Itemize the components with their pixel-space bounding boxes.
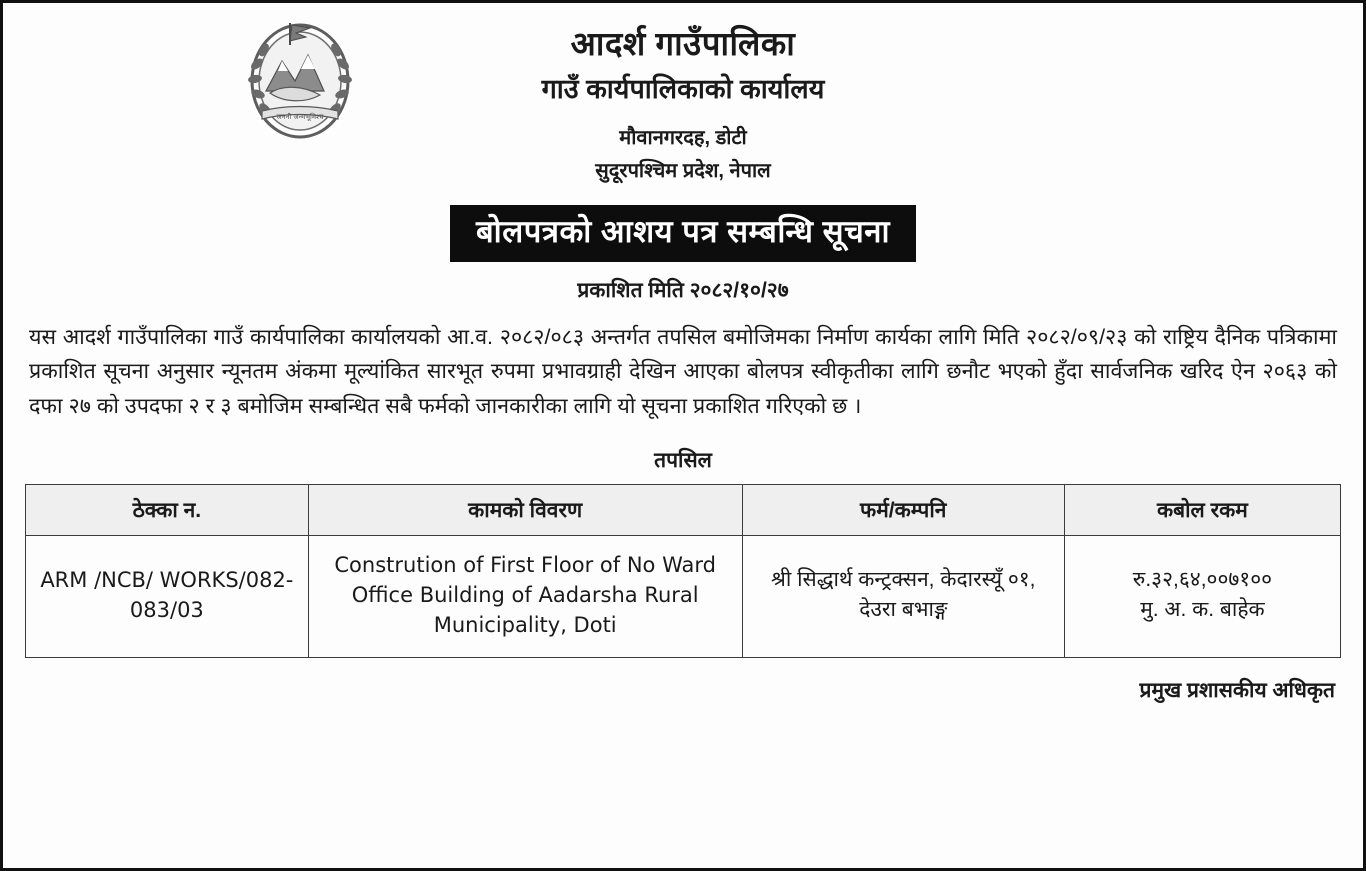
svg-text:जननी जन्मभूमिश्च: जननी जन्मभूमिश्च: [276, 113, 324, 121]
bid-details-table: [25, 484, 1341, 658]
organization-subtitle: गाउँ कार्यपालिकाको कार्यालय: [541, 74, 825, 105]
cell-firm: श्री सिद्धार्थ कन्ट्रक्सन, केदारस्यूँ ०१, देउरा बभाङ्ग: [742, 535, 1064, 657]
cell-amount-line-2: मु. अ. क. बाहेक: [1140, 598, 1265, 622]
notice-body-paragraph: यस आदर्श गाउँपालिका गाउँ कार्यपालिका कार्यालयको आ.व. २०८२/०८३ अन्तर्गत तपसिल बमोजिमका निर्माण कार्यका लागि मिति २०८२/०९/२३ को राष्ट्रिय दैनिक पत्रिकामा प्रकाशित सूचना अनुसार न्यूनतम अंकमा मूल्यांकित सारभूत रुपमा प्रभावग्राही देखिन आएका बोलपत्र स्वीकृतीका लागि छनौट भएको हुँदा सार्वजनिक खरिद ऐन २०६३ को दफा २७ को उपदफा २ र ३ बमोजिम सम्बन्धित सबै फर्मको जानकारीका लागि यो सूचना प्रकाशित गरिएको छ ।: [29, 324, 1337, 419]
nepal-government-emblem-icon: [240, 19, 360, 149]
table-header-row: [26, 484, 1341, 535]
address-line-2: सुदूरपश्चिम प्रदेश, नेपाल: [595, 160, 771, 183]
organization-name: आदर्श गाउँपालिका: [570, 25, 796, 62]
cell-contract-no: ARM /NCB/ WORKS/082-083/03: [26, 535, 309, 657]
column-header-work-description: कामको विवरण: [308, 484, 742, 535]
cell-amount-line-1: रु.३२,६४,००७१००: [1132, 567, 1273, 591]
schedule-label: तपसिल: [654, 448, 712, 472]
table-row: [26, 535, 1341, 657]
title-section: [25, 205, 1341, 261]
notice-title-banner: बोलपत्रको आशय पत्र सम्बन्धि सूचना: [450, 205, 916, 261]
document-header: [25, 17, 1341, 185]
column-header-contract-no: ठेक्का न.: [26, 484, 309, 535]
address-line-1: मौवानगरदह, डोटी: [619, 127, 747, 150]
cell-amount: [1064, 535, 1340, 657]
cell-work-description: Constrution of First Floor of No Ward Office Building of Aadarsha Rural Municipality, Doti: [308, 535, 742, 657]
column-header-firm: फर्म/कम्पनि: [742, 484, 1064, 535]
signatory-title: प्रमुख प्रशासकीय अधिकृत: [1139, 678, 1335, 702]
publication-date: प्रकाशित मिति २०८२/१०/२७: [577, 278, 789, 302]
column-header-amount: कबोल रकम: [1064, 484, 1340, 535]
